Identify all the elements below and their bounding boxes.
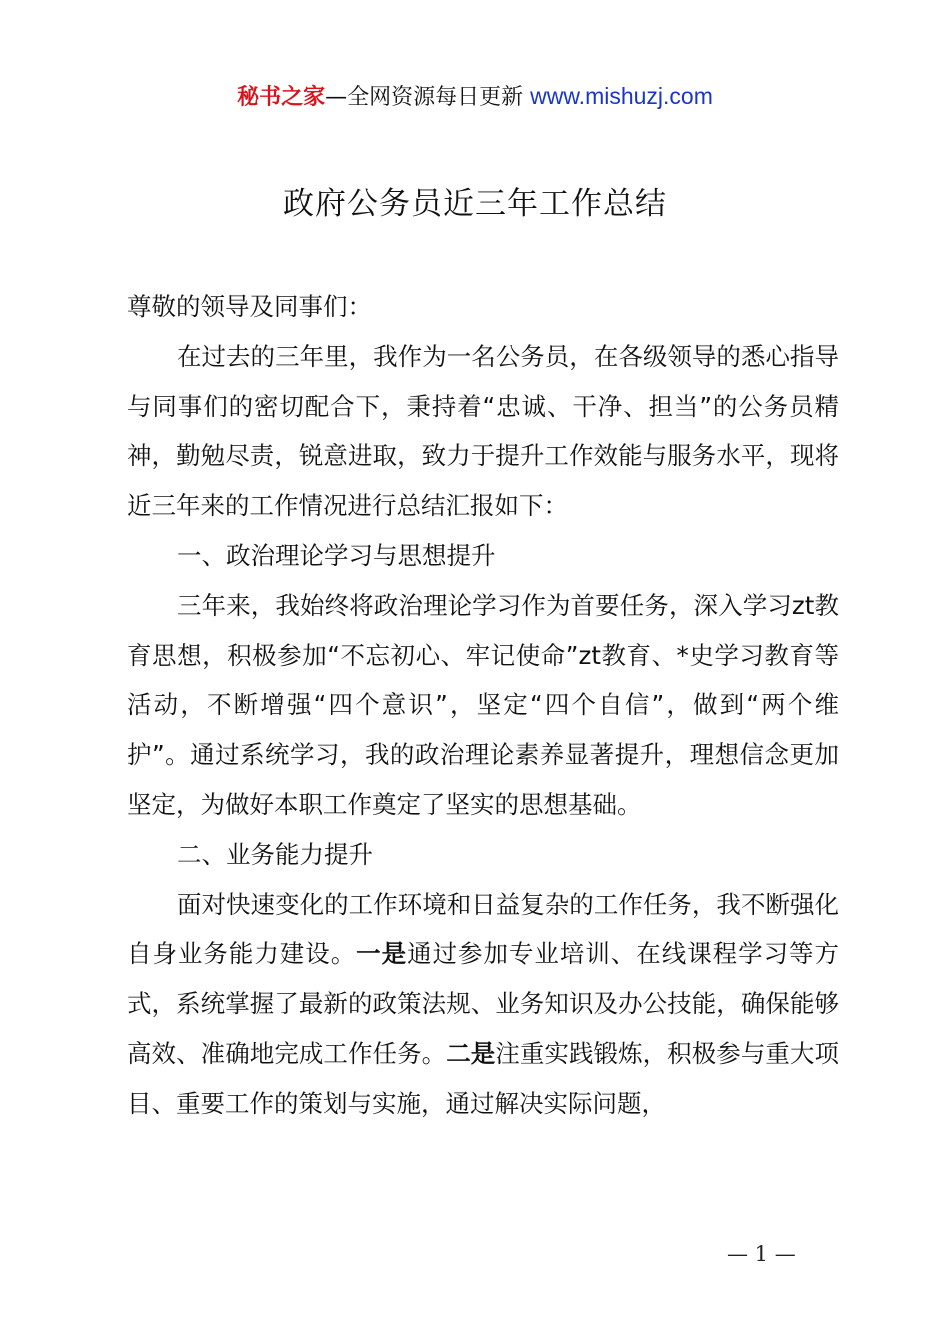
section-paragraph-2	[127, 880, 839, 1129]
section-paragraph-1: 三年来，我始终将政治理论学习作为首要任务，深入学习zt教育思想，积极参加“不忘初心、牢记使命”zt教育、*史学习教育等活动，不断增强“四个意识”，坚定“四个自信”，做到“两个维护”。通过系统学习，我的政治理论素养显著提升，理想信念更加坚定，为做好本职工作奠定了坚实的思想基础。	[127, 590, 839, 819]
section-2-intro: 面对快速变化的工作环境和日益复杂的工作任务，我不断强化自身业务能力建设。	[127, 889, 839, 969]
document-body	[127, 282, 839, 1129]
point-text-2: 注重实践锻炼，积极参与重大项目、重要工作的策划与实施，通过解决实际问题，	[127, 1038, 840, 1118]
header-slogan: —全网资源每日更新	[325, 85, 524, 110]
section-heading-2: 二、业务能力提升	[177, 839, 373, 869]
point-label-2: 二是	[446, 1038, 496, 1068]
point-text-1: 通过参加专业培训、在线课程学习等方式，系统掌握了最新的政策法规、业务知识及办公技能，确保能够高效、准确地完成工作任务。	[127, 939, 840, 1068]
point-label-1: 一是	[356, 939, 408, 969]
page-number: — 1 —	[727, 1242, 796, 1266]
salutation: 尊敬的领导及同事们：	[127, 292, 372, 321]
section-heading-1: 一、政治理论学习与思想提升	[177, 540, 496, 570]
site-header	[0, 80, 950, 114]
site-url-link[interactable]: www.mishuzj.com	[530, 83, 713, 109]
brand-name: 秘书之家	[237, 85, 326, 110]
intro-paragraph: 在过去的三年里，我作为一名公务员，在各级领导的悉心指导与同事们的密切配合下，秉持着“忠诚、干净、担当”的公务员精神，勤勉尽责，锐意进取，致力于提升工作效能与服务水平，现将近三年来的工作情况进行总结汇报如下：	[127, 341, 839, 521]
document-title: 政府公务员近三年工作总结	[283, 186, 667, 222]
